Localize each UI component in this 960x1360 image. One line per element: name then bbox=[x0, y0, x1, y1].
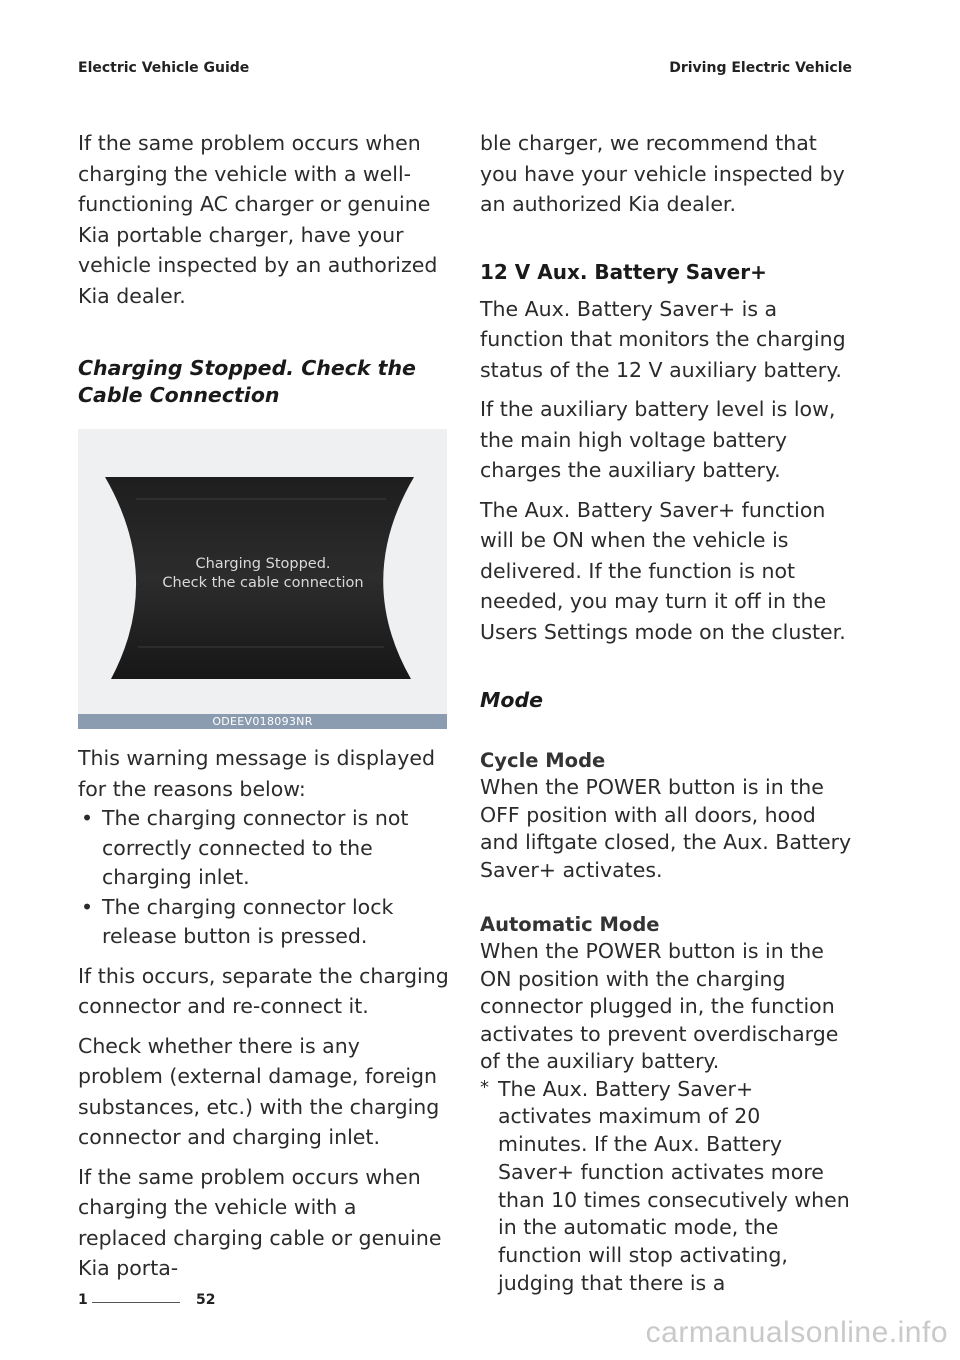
screen-message-line1: Charging Stopped. bbox=[195, 556, 331, 572]
automatic-mode-text: When the POWER button is in the ON position with the charging connector plugged in, the function activates to prevent overdischarge of the auxiliary battery. bbox=[480, 939, 839, 1073]
footnote bbox=[480, 1076, 852, 1298]
figure-code: ODEEV018093NR bbox=[78, 714, 447, 729]
check-paragraph: Check whether there is any problem (external damage, foreign substances, etc.) with the charging connector and charging inlet. bbox=[78, 1033, 440, 1149]
bullet-marker: • bbox=[81, 806, 94, 830]
right-column bbox=[480, 128, 852, 1298]
footnote-marker: * bbox=[480, 1076, 489, 1098]
list-item bbox=[78, 804, 450, 893]
section-heading: Charging Stopped. Check the Cable Connection bbox=[78, 356, 416, 407]
bullet-marker: • bbox=[81, 894, 94, 919]
intro-paragraph: If the same problem occurs when charging the vehicle with a well-functioning AC charger or genuine Kia portable charger, have your vehicle inspected by an authorized Kia dealer. bbox=[78, 131, 438, 308]
screen-message-line2: Check the cable connection bbox=[162, 575, 364, 591]
cycle-mode-text: When the POWER button is in the OFF position with all doors, hood and liftgate closed, the Aux. Battery Saver+ activates. bbox=[480, 775, 852, 882]
cycle-mode-heading: Cycle Mode bbox=[480, 749, 606, 772]
aux-paragraph-2: If the auxiliary battery level is low, the main high voltage battery charges the auxiliary battery. bbox=[480, 397, 836, 482]
warning-intro: This warning message is displayed for the reasons below: bbox=[78, 746, 435, 801]
list-item-text: The charging connector lock release button is pressed. bbox=[102, 894, 394, 948]
page-number: 52 bbox=[196, 1292, 216, 1308]
list-item-text: The charging connector is not correctly connected to the charging inlet. bbox=[102, 806, 409, 889]
header-section-title: Driving Electric Vehicle bbox=[669, 60, 852, 76]
same-problem-paragraph: If the same problem occurs when charging the vehicle with a replaced charging cable or genuine Kia porta- bbox=[78, 1164, 442, 1280]
aux-paragraph-3: The Aux. Battery Saver+ function will be ON when the vehicle is delivered. If the function is not needed, you may turn it off in the Users Settings mode on the cluster. bbox=[480, 497, 846, 644]
watermark: carmanualsonline.info bbox=[645, 1316, 948, 1349]
automatic-mode-heading: Automatic Mode bbox=[480, 913, 660, 936]
footer-rule bbox=[92, 1302, 180, 1303]
header-guide-title: Electric Vehicle Guide bbox=[78, 60, 250, 76]
chapter-number: 1 bbox=[78, 1292, 88, 1308]
footnote-text: The Aux. Battery Saver+ activates maximum of 20 minutes. If the Aux. Battery Saver+ function activates more than 10 times consecutively when in the automatic mode, the function will stop activating, judging that there is a bbox=[498, 1076, 850, 1296]
aux-paragraph-1: The Aux. Battery Saver+ is a function that monitors the charging status of the 12 V auxiliary battery. bbox=[480, 296, 846, 382]
continuation-paragraph: ble charger, we recommend that you have your vehicle inspected by an authorized Kia dealer. bbox=[480, 131, 845, 216]
reasons-list bbox=[78, 804, 450, 952]
left-column bbox=[78, 128, 450, 1293]
cluster-warning-figure bbox=[78, 429, 447, 729]
mode-heading: Mode bbox=[480, 688, 544, 712]
aux-battery-heading: 12 V Aux. Battery Saver+ bbox=[480, 259, 767, 284]
separate-paragraph: If this occurs, separate the charging connector and re-connect it. bbox=[78, 963, 449, 1018]
list-item bbox=[78, 893, 450, 952]
